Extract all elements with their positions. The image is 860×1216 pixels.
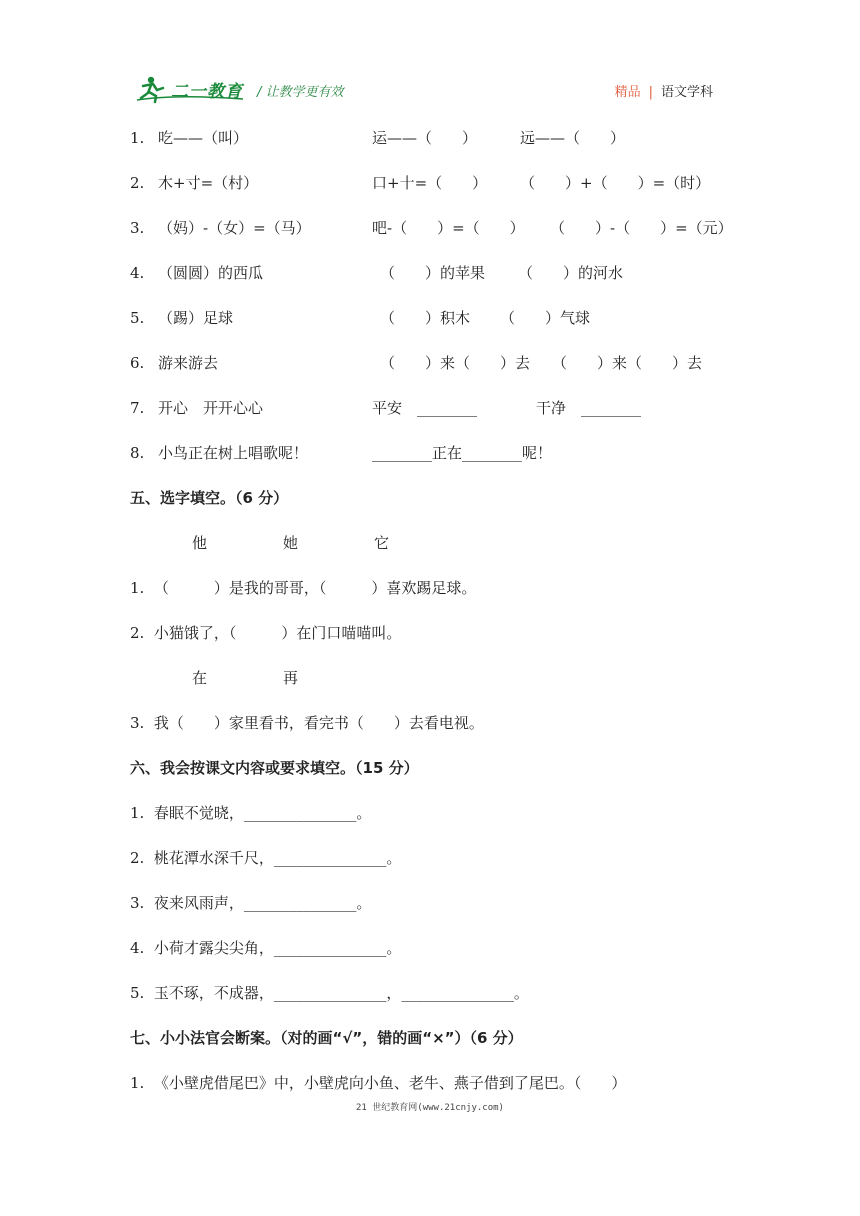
subject-label: 语文学科 (660, 85, 713, 100)
row-col2: 吧-（ ）=（ ） (372, 219, 525, 237)
row-col1: （踢）足球 (158, 309, 234, 327)
row-col3: （ ）的河水 (518, 264, 624, 282)
slogan: / 让教学更有效 (257, 85, 344, 100)
row-col1: 木+寸=（村） (158, 174, 259, 192)
word-choice: 她 (283, 534, 299, 552)
row-col1: （妈）-（女）=（马） (158, 219, 311, 237)
question: 1. 春眠不觉晓，_______________。 (130, 804, 372, 822)
row-col2: （ ）的苹果 (380, 264, 486, 282)
question: 1. （ ）是我的哥哥，（ ）喜欢踢足球。 (130, 579, 477, 597)
row-number: 2. (130, 174, 145, 192)
section-title: 六、我会按课文内容或要求填空。（15 分） (130, 759, 419, 777)
row-col3: （ ）-（ ）=（元） (550, 219, 733, 237)
logo-text: 二一教育 (171, 82, 243, 102)
row-number: 8. (130, 444, 145, 462)
header-tag: 精品 (614, 85, 641, 100)
row-number: 4. (130, 264, 145, 282)
row-number: 6. (130, 354, 145, 372)
question: 1. 《小壁虎借尾巴》中，小壁虎向小鱼、老牛、燕子借到了尾巴。（ ） (130, 1074, 627, 1092)
row-col2: （ ）来（ ）去 (380, 354, 531, 372)
word-choice: 在 (192, 669, 208, 687)
question: 4. 小荷才露尖尖角，_______________。 (130, 939, 402, 957)
header-separator: | (648, 85, 653, 100)
section-title: 七、小小法官会断案。（对的画“√”，错的画“×”）（6 分） (130, 1029, 523, 1047)
row-col1: （圆圆）的西瓜 (158, 264, 264, 282)
row-col1: 游来游去 (158, 354, 219, 372)
question: 2. 桃花潭水深千尺，_______________。 (130, 849, 402, 867)
row-col2: 口+十=（ ） (372, 174, 488, 192)
row-number: 7. (130, 399, 145, 417)
word-choice: 它 (374, 534, 390, 552)
row-col1: 吃——（叫） (158, 129, 249, 147)
row-col2: （ ）积木 (380, 309, 471, 327)
question: 3. 夜来风雨声，_______________。 (130, 894, 372, 912)
row-col1: 小鸟正在树上唱歌呢！ (158, 444, 309, 462)
row-col3: 远——（ ） (520, 129, 626, 147)
page-footer: 21 世纪教育网(www.21cnjy.com) (356, 1103, 504, 1113)
word-choice: 再 (283, 669, 299, 687)
word-choice: 他 (192, 534, 208, 552)
row-col3: （ ）来（ ）去 (552, 354, 703, 372)
row-col2: ________正在________呢！ (372, 444, 553, 462)
header-subject (615, 81, 713, 100)
page-header (135, 72, 715, 106)
section-title: 五、选字填空。（6 分） (130, 489, 289, 507)
row-col2: 运——（ ） (372, 129, 478, 147)
row-number: 3. (130, 219, 145, 237)
row-col3: （ ）+（ ）=（时） (520, 174, 711, 192)
question: 5. 玉不琢，不成器，_______________，_______________。 (130, 984, 529, 1002)
row-col2: 平安 ________ (372, 399, 478, 417)
row-col3: 干净 ________ (536, 399, 642, 417)
row-number: 5. (130, 309, 145, 327)
row-col1: 开心 开开心心 (158, 399, 264, 417)
row-number: 1. (130, 129, 145, 147)
question: 2. 小猫饿了，（ ）在门口喵喵叫。 (130, 624, 402, 642)
question: 3. 我（ ）家里看书，看完书（ ）去看电视。 (130, 714, 484, 732)
row-col3: （ ）气球 (500, 309, 591, 327)
